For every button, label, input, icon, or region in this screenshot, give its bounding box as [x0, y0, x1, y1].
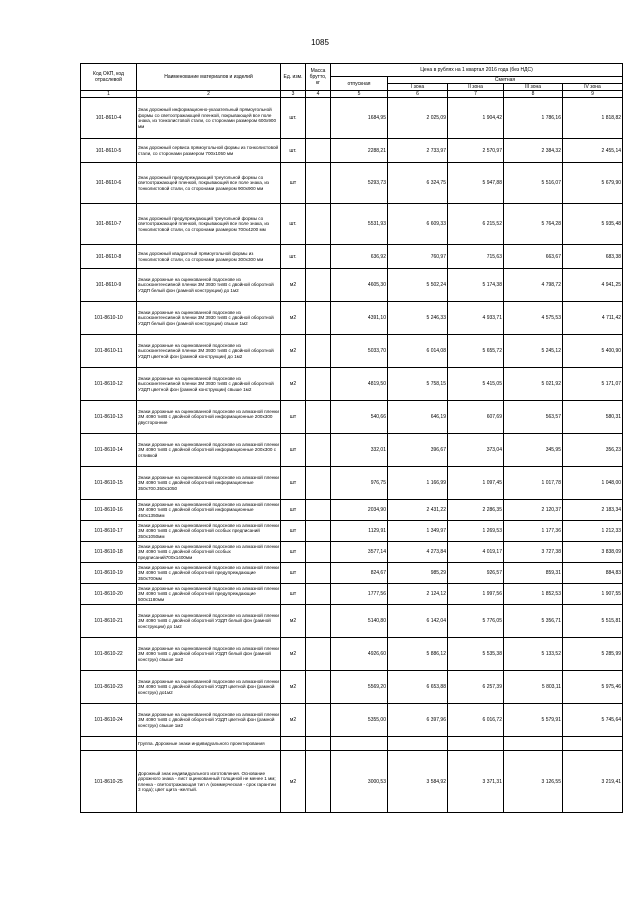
zone-3-price: 345,95: [504, 434, 563, 467]
unit: шт: [281, 434, 306, 467]
zone-1-price: 2 025,09: [388, 98, 448, 139]
zone-1-price: 6 014,08: [388, 335, 448, 368]
mass: [306, 521, 331, 542]
zone-4-price: 1 907,55: [563, 584, 623, 605]
product-name: Знаки дорожные на оцинкованной подоснове из алмазной пленки 3М 4090 типВ с двойной оборотной УЗДП цветной фон (рамной конструк) до1м2: [137, 671, 281, 704]
mass: [306, 671, 331, 704]
header-estimate: Сметная: [388, 77, 623, 84]
mass: [306, 638, 331, 671]
product-code: 101-8610-5: [81, 139, 137, 163]
table-row: [81, 245, 623, 269]
zone-2-price: 4 019,17: [448, 542, 504, 563]
release-price: 4819,50: [331, 368, 388, 401]
empty-cell: [388, 737, 448, 751]
column-number: 5: [331, 91, 388, 98]
release-price: 3577,14: [331, 542, 388, 563]
zone-4-price: 683,38: [563, 245, 623, 269]
zone-1-price: 985,29: [388, 563, 448, 584]
table-row: [81, 139, 623, 163]
mass: [306, 401, 331, 434]
column-number: 7: [448, 91, 504, 98]
mass: [306, 204, 331, 245]
mass: [306, 139, 331, 163]
zone-1-price: 4 273,84: [388, 542, 448, 563]
product-code: 101-8610-4: [81, 98, 137, 139]
release-price: 332,01: [331, 434, 388, 467]
zone-4-price: 4 941,25: [563, 269, 623, 302]
mass: [306, 98, 331, 139]
group-title: Группа. Дорожные знаки индивидуального проектирования: [137, 737, 281, 751]
unit: шт.: [281, 139, 306, 163]
zone-3-price: 4 798,72: [504, 269, 563, 302]
group-row: [81, 737, 623, 751]
table-row: [81, 368, 623, 401]
unit: шт: [281, 584, 306, 605]
zone-4-price: 1 818,82: [563, 98, 623, 139]
column-number: 3: [281, 91, 306, 98]
zone-2-price: 1 097,45: [448, 467, 504, 500]
zone-2-price: 6 215,52: [448, 204, 504, 245]
zone-3-price: 1 177,36: [504, 521, 563, 542]
mass: [306, 563, 331, 584]
zone-4-price: 5 400,90: [563, 335, 623, 368]
release-price: 4605,30: [331, 269, 388, 302]
unit: шт.: [281, 204, 306, 245]
zone-3-price: 5 516,07: [504, 163, 563, 204]
product-code: 101-8610-25: [81, 751, 137, 813]
unit: м2: [281, 302, 306, 335]
zone-3-price: 5 133,52: [504, 638, 563, 671]
product-name: Знаки дорожные на оцинкованной подоснове из алмазной пленки 3М 4090 типВ с двойной оборотной особых предписаний700x1400мм: [137, 542, 281, 563]
mass: [306, 163, 331, 204]
empty-cell: [563, 737, 623, 751]
header-mass: Масса брутто, кг: [306, 64, 331, 91]
product-code: 101-8610-17: [81, 521, 137, 542]
empty-cell: [448, 737, 504, 751]
unit: шт: [281, 542, 306, 563]
unit: м2: [281, 335, 306, 368]
zone-4-price: 884,83: [563, 563, 623, 584]
zone-2-price: 607,69: [448, 401, 504, 434]
zone-4-price: 3 219,41: [563, 751, 623, 813]
table-row: [81, 563, 623, 584]
zone-2-price: 2 570,97: [448, 139, 504, 163]
column-number: 4: [306, 91, 331, 98]
product-code: 101-8610-6: [81, 163, 137, 204]
unit: шт: [281, 521, 306, 542]
release-price: 5140,80: [331, 605, 388, 638]
unit: шт: [281, 163, 306, 204]
product-code: 101-8610-23: [81, 671, 137, 704]
empty-cell: [331, 737, 388, 751]
unit: шт: [281, 401, 306, 434]
table-row: [81, 401, 623, 434]
zone-4-price: 1 048,00: [563, 467, 623, 500]
product-code: 101-8610-8: [81, 245, 137, 269]
empty-cell: [504, 737, 563, 751]
zone-3-price: 5 245,12: [504, 335, 563, 368]
zone-4-price: 5 745,64: [563, 704, 623, 737]
product-code: 101-8610-12: [81, 368, 137, 401]
unit: шт: [281, 467, 306, 500]
zone-1-price: 6 397,96: [388, 704, 448, 737]
zone-1-price: 5 502,24: [388, 269, 448, 302]
unit: м2: [281, 269, 306, 302]
product-code: 101-8610-15: [81, 467, 137, 500]
column-number: 2: [137, 91, 281, 98]
table-row: [81, 500, 623, 521]
header-zone-2: II зона: [448, 84, 504, 91]
mass: [306, 605, 331, 638]
product-name: Знаки дорожные на оцинкованной подоснове из алмазной пленки 3М 4090 типВ с двойной оборотной информационные 450x1350мм: [137, 500, 281, 521]
product-code: 101-8610-22: [81, 638, 137, 671]
product-name: Знаки дорожные на оцинкованной подоснове из высокоинтенсивной пленки 3М 3930 типВ с двойной оборотной УЗДП белый фон (рамной конструкции) до 1м2: [137, 269, 281, 302]
price-table: [80, 63, 623, 813]
unit: м2: [281, 751, 306, 813]
product-name: Знаки дорожные на оцинкованной подоснове из алмазной пленки 3М 4090 типВ с двойной оборотной УЗДП цветной фон (рамной конструк) свыше 1м2: [137, 704, 281, 737]
zone-1-price: 5 886,12: [388, 638, 448, 671]
header-unit: Ед. изм.: [281, 64, 306, 91]
zone-2-price: 5 415,05: [448, 368, 504, 401]
zone-4-price: 3 838,09: [563, 542, 623, 563]
table-row: [81, 542, 623, 563]
product-name: Знаки дорожные на оцинкованной подоснове из высокоинтенсивной пленки 3М 3930 типВ с двойной оборотной УЗДП цветной фон (рамной конструкции) до 1м2: [137, 335, 281, 368]
zone-3-price: 5 579,91: [504, 704, 563, 737]
zone-2-price: 5 535,38: [448, 638, 504, 671]
product-name: Знак дорожный предупреждающий треугольной формы со светоотражающей пленкой, покрывающей все поле знака, из тонколистовой стали, со сторонами размером 700x4200 мм: [137, 204, 281, 245]
column-numbers-row: [81, 91, 623, 98]
product-name: Знак дорожный квадратный прямоугольной формы из тонколистовой стали, со сторонами размером 300x300 мм: [137, 245, 281, 269]
unit: м2: [281, 368, 306, 401]
mass: [306, 302, 331, 335]
zone-4-price: 356,23: [563, 434, 623, 467]
zone-4-price: 5 285,99: [563, 638, 623, 671]
release-price: 976,75: [331, 467, 388, 500]
release-price: 1129,91: [331, 521, 388, 542]
product-code: 101-8610-9: [81, 269, 137, 302]
unit: м2: [281, 605, 306, 638]
zone-3-price: 1 852,53: [504, 584, 563, 605]
table-row: [81, 584, 623, 605]
product-name: Дорожный знак индивидуального изготовления. Основание дорожного знака - лист оцинкованный толщиной не менее 1 мм; пленка - светоотражающая тип А (коммерческая - срок гарантии 3 года); цвет щита -желтый.: [137, 751, 281, 813]
zone-3-price: 5 021,92: [504, 368, 563, 401]
table-row: [81, 434, 623, 467]
mass: [306, 368, 331, 401]
table-body: [81, 98, 623, 813]
zone-1-price: 396,67: [388, 434, 448, 467]
table-row: [81, 163, 623, 204]
zone-2-price: 715,63: [448, 245, 504, 269]
zone-2-price: 5 655,72: [448, 335, 504, 368]
release-price: 1684,95: [331, 98, 388, 139]
unit: м2: [281, 671, 306, 704]
product-code: 101-8610-11: [81, 335, 137, 368]
zone-2-price: 2 286,35: [448, 500, 504, 521]
zone-4-price: 5 975,46: [563, 671, 623, 704]
zone-1-price: 2 733,97: [388, 139, 448, 163]
zone-2-price: 1 269,53: [448, 521, 504, 542]
product-code: 101-8610-13: [81, 401, 137, 434]
table-row: [81, 98, 623, 139]
product-code: 101-8610-18: [81, 542, 137, 563]
header-release: отпускная: [331, 77, 388, 91]
zone-4-price: 2 455,14: [563, 139, 623, 163]
zone-3-price: 4 575,53: [504, 302, 563, 335]
zone-3-price: 563,57: [504, 401, 563, 434]
zone-3-price: 5 803,11: [504, 671, 563, 704]
zone-2-price: 1 904,42: [448, 98, 504, 139]
zone-1-price: 2 431,22: [388, 500, 448, 521]
release-price: 3000,53: [331, 751, 388, 813]
release-price: 2034,90: [331, 500, 388, 521]
release-price: 5569,20: [331, 671, 388, 704]
zone-1-price: 1 166,99: [388, 467, 448, 500]
zone-2-price: 373,04: [448, 434, 504, 467]
zone-1-price: 1 349,97: [388, 521, 448, 542]
product-code: 101-8610-10: [81, 302, 137, 335]
unit: шт: [281, 563, 306, 584]
zone-2-price: 5 174,38: [448, 269, 504, 302]
unit: шт.: [281, 98, 306, 139]
product-name: Знаки дорожные на оцинкованной подоснове из высокоинтенсивной пленки 3М 3930 типВ с двойной оборотной УЗДП цветной фон (рамной конструкции) свыше 1м2: [137, 368, 281, 401]
unit: м2: [281, 704, 306, 737]
header-zone-4: IV зона: [563, 84, 623, 91]
empty-cell: [306, 737, 331, 751]
zone-2-price: 6 016,72: [448, 704, 504, 737]
zone-1-price: 760,97: [388, 245, 448, 269]
column-number: 8: [504, 91, 563, 98]
product-name: Знаки дорожные на оцинкованной подоснове из алмазной пленки 3М 4090 типВ с двойной оборотной информационные 200x300 двусторонние: [137, 401, 281, 434]
release-price: 4926,60: [331, 638, 388, 671]
zone-3-price: 859,31: [504, 563, 563, 584]
zone-4-price: 2 183,34: [563, 500, 623, 521]
unit: м2: [281, 638, 306, 671]
zone-1-price: 6 142,04: [388, 605, 448, 638]
zone-4-price: 580,31: [563, 401, 623, 434]
table-row: [81, 704, 623, 737]
zone-1-price: 5 246,33: [388, 302, 448, 335]
mass: [306, 335, 331, 368]
zone-4-price: 5 679,90: [563, 163, 623, 204]
table-row: [81, 638, 623, 671]
zone-4-price: 5 515,81: [563, 605, 623, 638]
zone-3-price: 663,67: [504, 245, 563, 269]
zone-4-price: 1 212,33: [563, 521, 623, 542]
release-price: 5033,70: [331, 335, 388, 368]
table-row: [81, 467, 623, 500]
zone-1-price: 6 324,75: [388, 163, 448, 204]
release-price: 5531,93: [331, 204, 388, 245]
column-number: 1: [81, 91, 137, 98]
header-name: Наименование материалов и изделий: [137, 64, 281, 91]
mass: [306, 542, 331, 563]
mass: [306, 704, 331, 737]
header-code: Код ОКП, код отраслевой: [81, 64, 137, 91]
zone-1-price: 646,19: [388, 401, 448, 434]
mass: [306, 245, 331, 269]
product-name: Знаки дорожные на оцинкованной подоснове из высокоинтенсивной пленки 3М 3930 типВ с двойной оборотной УЗДП белый фон (рамной конструкции) свыше 1м2: [137, 302, 281, 335]
empty-cell: [81, 737, 137, 751]
empty-cell: [281, 737, 306, 751]
product-code: 101-8610-19: [81, 563, 137, 584]
zone-2-price: 1 997,56: [448, 584, 504, 605]
product-name: Знаки дорожные на оцинкованной подоснове из алмазной пленки 3М 4090 типВ с двойной оборотной предупреждающие 350x700мм: [137, 563, 281, 584]
table-row: [81, 204, 623, 245]
release-price: 2288,21: [331, 139, 388, 163]
zone-3-price: 3 126,55: [504, 751, 563, 813]
mass: [306, 584, 331, 605]
product-code: 101-8610-16: [81, 500, 137, 521]
mass: [306, 500, 331, 521]
zone-2-price: 4 933,71: [448, 302, 504, 335]
zone-2-price: 5 776,05: [448, 605, 504, 638]
table-row: [81, 671, 623, 704]
product-name: Знаки дорожные на оцинкованной подоснове из алмазной пленки 3М 4090 типВ с двойной оборотной информационные 350x700.350x1050: [137, 467, 281, 500]
table-row: [81, 269, 623, 302]
column-number: 6: [388, 91, 448, 98]
unit: шт: [281, 500, 306, 521]
product-name: Знаки дорожные на оцинкованной подоснове из алмазной пленки 3М 4090 типВ с двойной оборотной УЗДП белый фон (рамной конструк) свыше 1м2: [137, 638, 281, 671]
zone-2-price: 5 947,88: [448, 163, 504, 204]
table-row: [81, 302, 623, 335]
zone-3-price: 1 017,78: [504, 467, 563, 500]
zone-1-price: 6 609,33: [388, 204, 448, 245]
zone-1-price: 5 758,15: [388, 368, 448, 401]
zone-3-price: 2 384,32: [504, 139, 563, 163]
product-code: 101-8610-21: [81, 605, 137, 638]
product-name: Знаки дорожные на оцинкованной подоснове из алмазной пленки 3М 4090 типВ с двойной оборотной особых предписаний 350x1050мм: [137, 521, 281, 542]
release-price: 4391,10: [331, 302, 388, 335]
page-number: 1085: [311, 38, 329, 47]
zone-1-price: 3 584,92: [388, 751, 448, 813]
zone-1-price: 2 124,12: [388, 584, 448, 605]
unit: шт.: [281, 245, 306, 269]
zone-3-price: 2 120,37: [504, 500, 563, 521]
release-price: 5355,00: [331, 704, 388, 737]
zone-3-price: 5 764,28: [504, 204, 563, 245]
product-name: Знак дорожный сервиса прямоугольной формы из тонколистовой стали, со сторонами размером 700x1050 мм: [137, 139, 281, 163]
release-price: 540,66: [331, 401, 388, 434]
product-name: Знаки дорожные на оцинкованной подоснове из алмазной пленки 3М 4090 типВ с двойной оборотной УЗДП белый фон (рамной конструкции) до 1м2: [137, 605, 281, 638]
product-code: 101-8610-14: [81, 434, 137, 467]
zone-2-price: 926,57: [448, 563, 504, 584]
product-name: Знаки дорожные на оцинкованной подоснове из алмазной пленки 3М 4090 типВ с двойной оборотной информационные 200x300 с отливкой: [137, 434, 281, 467]
release-price: 1777,56: [331, 584, 388, 605]
header-price-title: Цена в рублях на 1 квартал 2016 года (без НДС): [331, 64, 623, 77]
header-zone-3: III зона: [504, 84, 563, 91]
mass: [306, 751, 331, 813]
zone-4-price: 5 935,48: [563, 204, 623, 245]
table-row: [81, 605, 623, 638]
mass: [306, 467, 331, 500]
release-price: 636,92: [331, 245, 388, 269]
product-code: 101-8610-20: [81, 584, 137, 605]
zone-4-price: 4 711,42: [563, 302, 623, 335]
product-code: 101-8610-24: [81, 704, 137, 737]
product-name: Знак дорожный предупреждающий треугольной формы со светоотражающей пленкой, покрывающей все поле знака, из тонколистовой стали, со сторонами размером 900x900 мм: [137, 163, 281, 204]
zone-2-price: 3 371,31: [448, 751, 504, 813]
zone-3-price: 5 356,71: [504, 605, 563, 638]
table-row: [81, 751, 623, 813]
mass: [306, 434, 331, 467]
column-number: 9: [563, 91, 623, 98]
table-row: [81, 521, 623, 542]
table-row: [81, 335, 623, 368]
zone-2-price: 6 257,39: [448, 671, 504, 704]
release-price: 5293,73: [331, 163, 388, 204]
zone-3-price: 1 786,16: [504, 98, 563, 139]
release-price: 824,67: [331, 563, 388, 584]
product-name: Знак дорожный информационно-указательный прямоугольной формы со светоотражающей пленкой, покрывающей все поле знака, из тонколистовой стали, со сторонами размером 600x900 мм: [137, 98, 281, 139]
zone-1-price: 6 653,88: [388, 671, 448, 704]
product-code: 101-8610-7: [81, 204, 137, 245]
product-name: Знаки дорожные на оцинкованной подоснове из алмазной пленки 3М 4090 типВ с двойной оборотной предупреждающие 500x1180мм: [137, 584, 281, 605]
zone-4-price: 5 171,07: [563, 368, 623, 401]
header-zone-1: I зона: [388, 84, 448, 91]
zone-3-price: 3 727,38: [504, 542, 563, 563]
mass: [306, 269, 331, 302]
